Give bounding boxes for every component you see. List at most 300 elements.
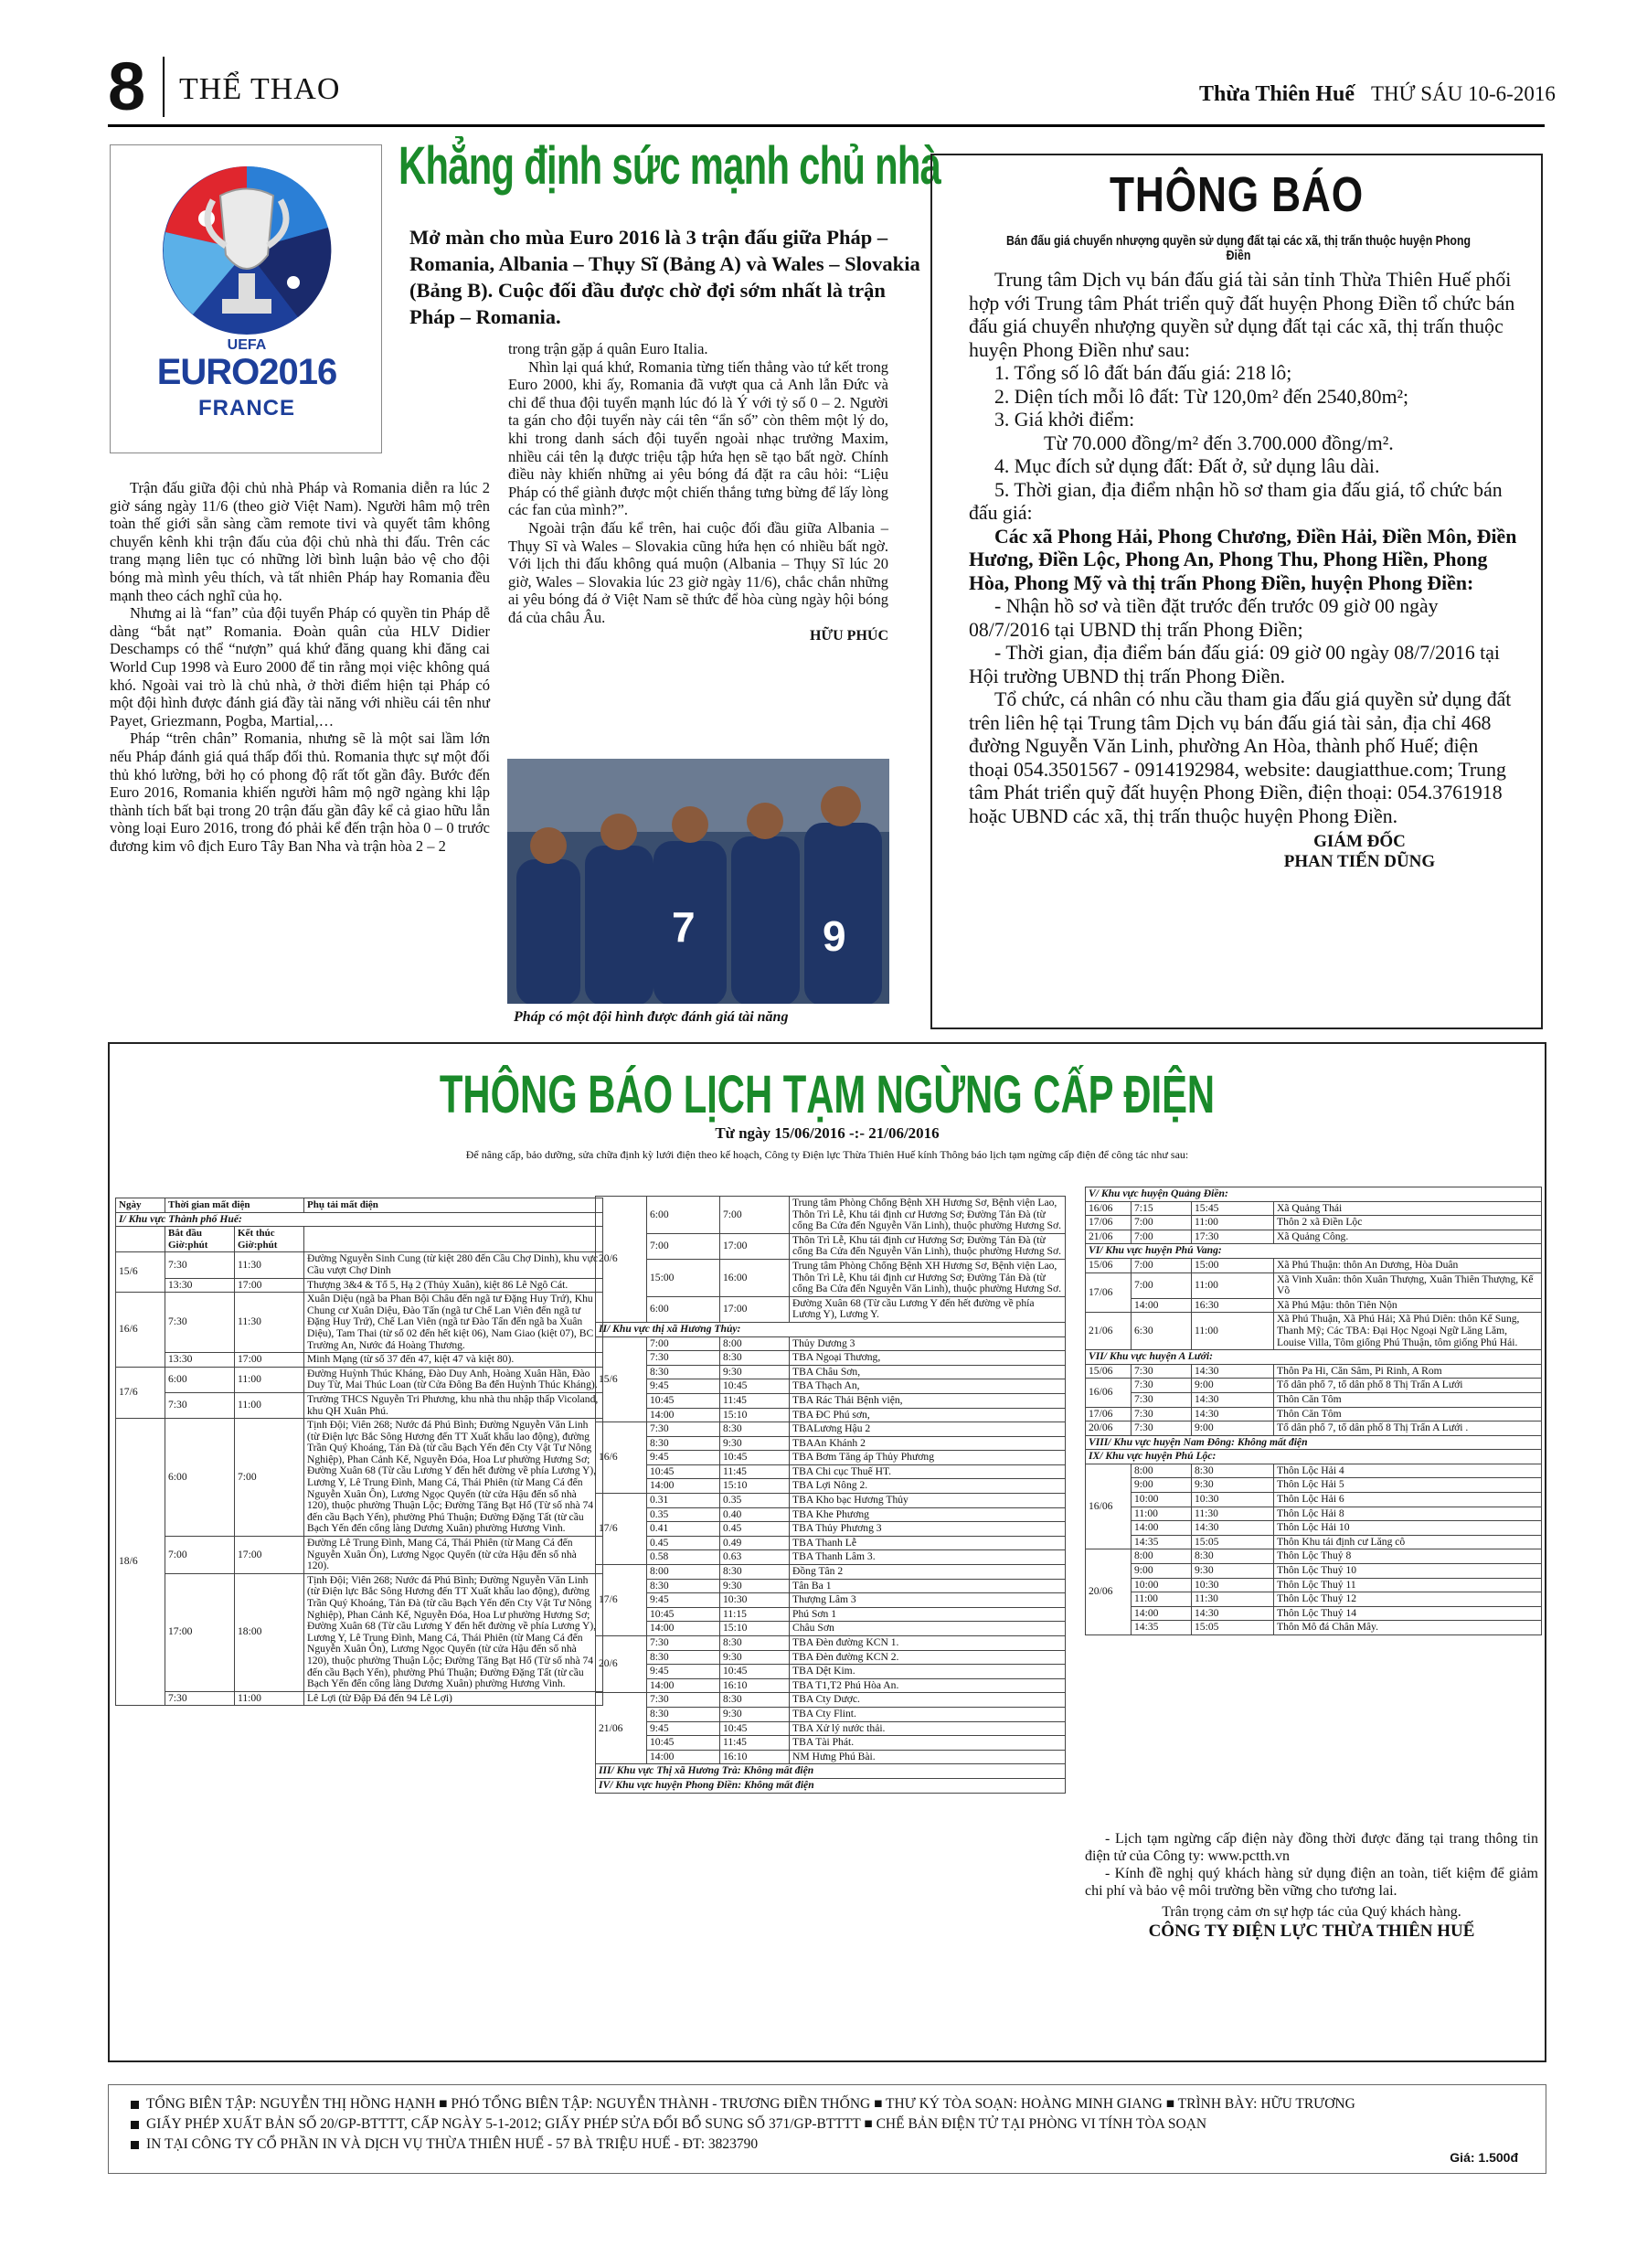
notice-item: 5. Thời gian, địa điểm nhận hồ sơ tham gia đấu giá, tổ chức bán đấu giá:: [969, 478, 1503, 524]
cell-start: 15:00: [647, 1259, 720, 1296]
cell-load: Xã Phú Thuận, Xã Phú Hải; Xã Phú Diên: thôn Kế Sung, Thanh Mỹ; Các TBA: Đại Học Ngoại Ngữ Lăng Lăm, Louise Villa, Tôm giống Phú Thuận, tôm giống Phú Hải.: [1274, 1313, 1542, 1350]
cell-end: 9:00: [1192, 1379, 1274, 1393]
cell-load: TBA Thủy Phương 3: [790, 1522, 1066, 1537]
cell-end: 10:45: [720, 1721, 790, 1736]
notice-item: - Thời gian, địa điểm bán đấu giá: 09 giờ 00 ngày 08/7/2016 tại Hội trường UBND thị trấn Phong Điền.: [969, 642, 1500, 687]
cell-end: 11:30: [235, 1293, 304, 1353]
cell-start: 9:45: [647, 1721, 720, 1736]
table-row: [596, 1522, 1066, 1537]
cell-load: TBA ĐC Phú sơn,: [790, 1408, 1066, 1422]
table-row: [596, 1750, 1066, 1764]
area-label: II/ Khu vực thị xã Hương Thủy:: [596, 1322, 1066, 1336]
cell-end: 10:45: [720, 1379, 790, 1394]
cell-start: 0.31: [647, 1494, 720, 1508]
header-load: Phụ tải mất điện: [304, 1198, 603, 1213]
notice-item: 4. Mục đích sử dụng đất: Đất ở, sử dụng lâu dài.: [994, 455, 1380, 477]
cell-day: 17/06: [1086, 1216, 1132, 1230]
table-row: [596, 1707, 1066, 1721]
table-row: [116, 1537, 603, 1574]
cell-load: Phú Sơn 1: [790, 1607, 1066, 1622]
table-row: [1086, 1478, 1542, 1493]
cell-end: 11:30: [1192, 1507, 1274, 1521]
cell-start: 7:00: [1132, 1258, 1192, 1272]
cell-start: 9:45: [647, 1593, 720, 1608]
table-row: [1086, 1392, 1542, 1407]
cell-load: TBA Lợi Nông 2.: [790, 1479, 1066, 1494]
cell-day: 15/6: [116, 1252, 165, 1293]
cell-load: TBA Kho bạc Hương Thủy: [790, 1494, 1066, 1508]
table-row: [116, 1278, 603, 1293]
cell-end: 9:30: [720, 1436, 790, 1451]
schedule-dates: Từ ngày 15/06/2016 -:- 21/06/2016: [715, 1124, 940, 1142]
section-title: THỂ THAO: [179, 72, 341, 106]
cell-day: 16/6: [596, 1422, 647, 1494]
cell-load: Thượng 3&4 & Tổ 5, Hạ 2 (Thủy Xuân), kiệt 86 Lê Ngô Cát.: [304, 1278, 603, 1293]
table-row: [116, 1252, 603, 1278]
cell-end: 16:00: [720, 1259, 790, 1296]
schedule-rows: [596, 1197, 1066, 1323]
table-row: [1086, 1230, 1542, 1244]
cell-load: Tổ dân phố 7, tổ dân phố 8 Thị Trấn A Lưới: [1274, 1379, 1542, 1393]
cell-end: 9:30: [720, 1650, 790, 1665]
table-row: [1086, 1578, 1542, 1592]
notice-paragraph: Tổ chức, cá nhân có nhu cầu tham gia đấu giá quyền sử dụng đất trên liên hệ tại Trung tâm Dịch vụ bán đấu giá tài sản, địa chỉ 468 đường Nguyễn Văn Linh, phường An Hòa, thành phố Huế; điện thoại 054.3501567 - 0914192984, website: daugiatthue.com; Trung tâm Phát triển quỹ đất huyện Phong Điền, điện thoại: 054.3761918 hoặc UBND các xã, thị trấn thuộc huyện Phong Điền.: [969, 688, 1512, 827]
cell-start: 8:30: [647, 1707, 720, 1721]
cell-end: 0.63: [720, 1550, 790, 1565]
schedule-rows: [1086, 1258, 1542, 1349]
cell-end: 14:30: [1192, 1407, 1274, 1421]
cell-start: 10:00: [1132, 1578, 1192, 1592]
cell-day: 15/6: [596, 1336, 647, 1422]
table-row: [596, 1665, 1066, 1679]
cell-day: 17/6: [116, 1367, 165, 1418]
cell-load: Xã Vinh Xuân: thôn Xuân Thượng, Xuân Thiên Thượng, Kế Võ: [1274, 1272, 1542, 1298]
cell-start: 14:00: [1132, 1298, 1192, 1313]
schedule-table-hue: [115, 1198, 603, 1706]
euro-2016-logo: [110, 144, 382, 453]
cell-start: 9:45: [647, 1665, 720, 1679]
area-label: VI/ Khu vực huyện Phú Vang:: [1086, 1244, 1542, 1259]
table-row: [116, 1353, 603, 1368]
cell-end: 11:30: [235, 1252, 304, 1278]
schedule-note: - Kính đề nghị quý khách hàng sử dụng điện an toàn, tiết kiệm để giảm chi phí và bảo vệ môi trường bền vững cho tương lai.: [1085, 1866, 1538, 1899]
cell-end: 10:30: [1192, 1578, 1274, 1592]
cell-load: TBA Tài Phát.: [790, 1736, 1066, 1751]
area-label: IX/ Khu vực huyện Phú Lộc:: [1086, 1450, 1542, 1464]
cell-load: Thôn Lộc Hải 8: [1274, 1507, 1542, 1521]
cell-load: TBA Chi cục Thuế HT.: [790, 1464, 1066, 1479]
cell-end: 17:00: [235, 1278, 304, 1293]
cell-start: 14:00: [647, 1408, 720, 1422]
photo-caption: Pháp có một đội hình được đánh giá tài năng: [514, 1009, 789, 1025]
cell-load: Thủy Dương 3: [790, 1336, 1066, 1351]
cell-load: TBA Dệt Kim.: [790, 1665, 1066, 1679]
svg-text:9: 9: [823, 912, 846, 960]
area-label: VIII/ Khu vực huyện Nam Đông: Không mất điện: [1086, 1435, 1542, 1450]
cell-start: 10:00: [1132, 1493, 1192, 1507]
cell-load: Đồng Tân 2: [790, 1565, 1066, 1580]
table-row: [596, 1622, 1066, 1636]
table-row: [596, 1436, 1066, 1451]
price: Giá: 1.500đ: [1450, 2150, 1518, 2165]
article-column-2: [508, 340, 888, 644]
cell-load: TBA Rác Thải Bệnh viện,: [790, 1393, 1066, 1408]
cell-load: TBA Thanh Lâm 3.: [790, 1550, 1066, 1565]
cell-start: 11:00: [1132, 1592, 1192, 1607]
cell-start: 10:45: [647, 1464, 720, 1479]
article-paragraph: trong trận gặp á quân Euro Italia.: [508, 340, 708, 357]
table-row: [596, 1408, 1066, 1422]
table-row: [1086, 1606, 1542, 1621]
cell-start: 7:30: [165, 1691, 235, 1706]
cell-end: 9:30: [1192, 1564, 1274, 1579]
table-row: [1086, 1621, 1542, 1635]
cell-end: 17:00: [720, 1296, 790, 1322]
cell-start: 8:30: [647, 1436, 720, 1451]
footer-license: GIẤY PHÉP XUẤT BẢN SỐ 20/GP-BTTTT, CẤP NGÀY 5-1-2012; GIẤY PHÉP SỬA ĐỔI BỔ SUNG SỐ 371/GP-BTTTT ■ CHẾ BẢN ĐIỆN TỬ TẠI PHÒNG VI TÍNH TÒA SOẠN: [146, 2116, 1207, 2132]
cell-load: Thôn Lộc Hải 6: [1274, 1493, 1542, 1507]
cell-start: 7:30: [647, 1351, 720, 1366]
cell-load: TBA Cty Flint.: [790, 1707, 1066, 1721]
table-row: [596, 1736, 1066, 1751]
cell-day: 17/06: [1086, 1407, 1132, 1421]
cell-start: 7:30: [1132, 1364, 1192, 1379]
bullet-square-icon: [131, 2121, 139, 2129]
cell-day: 18/6: [116, 1419, 165, 1706]
cell-start: 0.41: [647, 1522, 720, 1537]
article-paragraph: Pháp “trên chân” Romania, nhưng sẽ là một sai lầm lớn nếu Pháp đánh giá quá thấp đối thủ. Romania thực sự một đối thủ khó lường, bởi họ có phong độ rất tốt gần đây. Bước đến Euro 2016, Romania khiến người hâm mộ ngỡ ngàng khi lập thành tích bất bại trong 20 trận đấu gần đây kể cả giao hữu lẫn vòng loại Euro 2016, trong đó phải kể đến trận hòa 0 – 0 trước đương kim vô địch Euro Tây Ban Nha và trận hòa 2 – 2: [110, 729, 490, 855]
cell-load: Thôn Lộc Thuỷ 12: [1274, 1592, 1542, 1607]
cell-start: 14:00: [647, 1622, 720, 1636]
cell-start: 9:00: [1132, 1478, 1192, 1493]
cell-start: 11:00: [1132, 1507, 1192, 1521]
cell-start: 8:30: [647, 1650, 720, 1665]
cell-end: 10:30: [1192, 1493, 1274, 1507]
table-row: [596, 1693, 1066, 1708]
header-time: Thời gian mất điện: [165, 1198, 304, 1213]
cell-load: TBA Xử lý nước thải.: [790, 1721, 1066, 1736]
schedule-rows: [1086, 1464, 1542, 1634]
cell-start: 14:00: [1132, 1521, 1192, 1536]
schedule-rows: [596, 1336, 1066, 1764]
cell-end: 10:45: [720, 1665, 790, 1679]
cell-load: Thôn Khu tái định cư Lăng cô: [1274, 1535, 1542, 1549]
cell-start: 0.58: [647, 1550, 720, 1565]
cell-load: Đường Huỳnh Thúc Kháng, Đào Duy Anh, Hoàng Xuân Hãn, Đào Duy Từ, Mai Thúc Loan (từ Cửa Đông Ba đến Huỳnh Thúc Kháng).: [304, 1367, 603, 1392]
cell-end: 15:45: [1192, 1201, 1274, 1216]
cell-end: 0.45: [720, 1522, 790, 1537]
cell-load: Xuân Diệu (ngã ba Phan Bội Châu đến ngã tư Đặng Huy Trứ), Khu Chung cư Xuân Diệu, Đào Tấn (ngã tư Chế Lan Viên đến ngã tư Đặng Huy Trứ), Chế Lan Viên (ngã tư Đào Tấn đến ngã ba Xuân Diệu), Tam Thai (từ số 02 đến hết kiệt 06), Nam Giao (kiệt 07), BC Trường An, Nước đá Hoàng Thương.: [304, 1293, 603, 1353]
cell-load: Châu Sơn: [790, 1622, 1066, 1636]
cell-end: 16:30: [1192, 1298, 1274, 1313]
cell-end: 16:10: [720, 1750, 790, 1764]
cell-day: 17/6: [596, 1565, 647, 1636]
cell-day: 20/6: [596, 1636, 647, 1693]
cell-load: Minh Mạng (từ số 37 đến 47, kiệt 47 và kiệt 80).: [304, 1353, 603, 1368]
issue-date: THỨ SÁU 10-6-2016: [1371, 82, 1556, 105]
cell-start: 10:45: [647, 1393, 720, 1408]
notice-title: THÔNG BÁO: [1110, 167, 1364, 222]
schedule-rows: [1086, 1364, 1542, 1435]
cell-start: 13:30: [165, 1353, 235, 1368]
cell-start: 6:00: [647, 1197, 720, 1234]
area-label: IV/ Khu vực huyện Phong Điền: Không mất điện: [596, 1778, 1066, 1793]
cell-end: 15:00: [1192, 1258, 1274, 1272]
cell-start: 7:00: [1132, 1272, 1192, 1298]
cell-load: NM Hưng Phú Bài.: [790, 1750, 1066, 1764]
cell-end: 11:30: [1192, 1592, 1274, 1607]
cell-day: 20/06: [1086, 1421, 1132, 1436]
cell-load: Thôn Mô đá Chân Mây.: [1274, 1621, 1542, 1635]
table-row: [1086, 1549, 1542, 1564]
cell-load: Thôn Lộc Hải 5: [1274, 1478, 1542, 1493]
power-outage-schedule: [108, 1042, 1546, 2062]
cell-load: TBA Ngoại Thương,: [790, 1351, 1066, 1366]
cell-load: Lê Lợi (từ Đập Đá đến 94 Lê Lợi): [304, 1691, 603, 1706]
cell-load: TBA T1,T2 Phú Hòa An.: [790, 1678, 1066, 1693]
cell-day: 21/06: [596, 1693, 647, 1764]
masthead-footer: [108, 2084, 1546, 2174]
cell-start: 7:30: [647, 1422, 720, 1437]
table-row: [596, 1636, 1066, 1651]
table-row: [596, 1464, 1066, 1479]
cell-end: 11:00: [235, 1691, 304, 1706]
svg-text:7: 7: [672, 903, 696, 951]
cell-start: 0.35: [647, 1507, 720, 1522]
table-row: [596, 1422, 1066, 1437]
cell-load: Trung tâm Phòng Chống Bệnh XH Hương Sơ, Bệnh viện Lao, Thôn Trì Lễ, Khu tái định cư Hương Sơ; Đường Tản Đà (từ cổng Ba Cửa đến Nguyễn Văn Linh), thuộc phường Hương Sơ.: [790, 1197, 1066, 1234]
table-row: [596, 1565, 1066, 1580]
table-row: [116, 1573, 603, 1691]
cell-load: Thôn Lộc Thuỷ 8: [1274, 1549, 1542, 1564]
article-paragraph: Nhưng ai là “fan” của đội tuyển Pháp có quyền tin Pháp dễ dàng “bắt nạt” Romania. Đoàn quân của HLV Didier Deschamps có thể “nượn” quá khứ đăng quang khi đăng cai World Cup 1998 và Euro 2000 để tin rằng mọi việc không quá khó. Ngoài vai trò là chủ nhà, ở thời điểm hiện tại Pháp có một đội hình được đánh giá đầy tài năng với nhiều cái tên như Payet, Griezmann, Pogba, Martial,…: [110, 604, 490, 729]
cell-day: 16/06: [1086, 1379, 1132, 1407]
table-row: [1086, 1493, 1542, 1507]
cell-end: 8:30: [720, 1693, 790, 1708]
cell-day: 20/6: [596, 1197, 647, 1323]
table-row: [596, 1233, 1066, 1259]
table-row: [596, 1351, 1066, 1366]
cell-load: TBA Đèn đường KCN 2.: [790, 1650, 1066, 1665]
cell-load: TBA Bơm Tăng áp Thủy Phương: [790, 1451, 1066, 1465]
table-row: [596, 1365, 1066, 1379]
cell-start: 7:00: [1132, 1230, 1192, 1244]
header-start: Bắt đầu Giờ:phút: [165, 1227, 235, 1252]
schedule-rows: [116, 1252, 603, 1706]
cell-day: 17/06: [1086, 1272, 1132, 1313]
cell-load: Thôn Lộc Thuỷ 14: [1274, 1606, 1542, 1621]
schedule-notes: [1085, 1830, 1538, 1940]
cell-end: 14:30: [1192, 1606, 1274, 1621]
cell-day: 15/06: [1086, 1364, 1132, 1379]
cell-end: 17:00: [720, 1233, 790, 1259]
schedule-note: - Lịch tạm ngừng cấp điện này đồng thời được đăng tại trang thông tin điện tử của Công ty: www.pctth.vn: [1085, 1831, 1538, 1864]
cell-end: 11:00: [235, 1367, 304, 1392]
notice-item: 1. Tổng số lô đất bán đấu giá: 218 lô;: [994, 362, 1292, 384]
table-row: [596, 1296, 1066, 1322]
header-day: Ngày: [116, 1198, 165, 1213]
cell-load: TBA Cty Dược.: [790, 1693, 1066, 1708]
area-label: VII/ Khu vực huyện A Lưới:: [1086, 1350, 1542, 1365]
cell-end: 11:15: [720, 1607, 790, 1622]
table-row: [596, 1451, 1066, 1465]
article-headline: Khẳng định sức mạnh chủ nhà: [398, 136, 941, 196]
cell-day: 21/06: [1086, 1230, 1132, 1244]
table-row: [596, 1579, 1066, 1593]
cell-end: 17:00: [235, 1353, 304, 1368]
table-row: [596, 1336, 1066, 1351]
cell-end: 11:00: [1192, 1272, 1274, 1298]
cell-load: Tịnh Đội; Viên 268; Nước đá Phú Bình; Đường Nguyễn Văn Linh (từ Điện lực Bắc Sông Hương đến TT Xuất khẩu lao động), đường Trần Quý Khoáng, Tản Đà (từ cầu Bạch Yến đến Cty Vật Tư Nông Nghiệp), Phan Cảnh Kế, Nguyễn Đóa, Hoa Lư phường Hương Sơ; Đường Xuân 68 (Từ cầu Lương Y đến hết đường về phía Lương Y), Lương Y, Lê Trung Đình, Mang Cá, Thái Phiên (từ Mang Cá đến Nguyễn Xuân Ôn), Lương Ngọc Quyến (từ cửa Hậu đến số nhà 120), thuộc phường Thuận Lộc; Đường Tăng Bạt Hổ (Từ số nhà 74 đến cầu Bạch Yến), phường Phú Thuận; Đường Đặng Tất (từ cầu Bạch Yến đến cổng làng Dương Xuân) phường Hương Vinh.: [304, 1419, 603, 1537]
cell-start: 7:30: [1132, 1421, 1192, 1436]
cell-end: 14:30: [1192, 1392, 1274, 1407]
cell-end: 11:45: [720, 1736, 790, 1751]
cell-load: Thôn Căn Tôm: [1274, 1392, 1542, 1407]
bullet-square-icon: [131, 2101, 139, 2109]
cell-end: 9:00: [1192, 1421, 1274, 1436]
table-row: [116, 1392, 603, 1418]
cell-start: 8:00: [1132, 1549, 1192, 1564]
cell-end: 0.49: [720, 1536, 790, 1550]
cell-start: 8:30: [647, 1579, 720, 1593]
cell-end: 7:00: [235, 1419, 304, 1537]
cell-end: 15:05: [1192, 1621, 1274, 1635]
cell-load: Tổ dân phố 7, tổ dân phố 8 Thị Trấn A Lưới .: [1274, 1421, 1542, 1436]
cell-start: 6:00: [647, 1296, 720, 1322]
cell-load: Đường Xuân 68 (Từ cầu Lương Y đến hết đường về phía Lương Y), Lương Y.: [790, 1296, 1066, 1322]
cell-end: 0.40: [720, 1507, 790, 1522]
cell-end: 9:30: [720, 1365, 790, 1379]
cell-start: 7:15: [1132, 1201, 1192, 1216]
cell-start: 9:00: [1132, 1564, 1192, 1579]
table-row: [1086, 1298, 1542, 1313]
table-row: [1086, 1421, 1542, 1436]
notice-item: Từ 70.000 đồng/m² đến 3.700.000 đồng/m².: [1044, 431, 1394, 454]
table-row: [1086, 1507, 1542, 1521]
cell-end: 17:00: [235, 1537, 304, 1574]
article-lead: Mở màn cho mùa Euro 2016 là 3 trận đấu giữa Pháp – Romania, Albania – Thụy Sĩ (Bảng A) và Wales – Slovakia (Bảng B). Cuộc đối đầu được chờ đợi sớm nhất là trận Pháp – Romania.: [409, 226, 920, 328]
table-row: [1086, 1592, 1542, 1607]
cell-day: 16/06: [1086, 1201, 1132, 1216]
cell-load: Xã Quảng Công.: [1274, 1230, 1542, 1244]
table-row: [1086, 1521, 1542, 1536]
table-row: [1086, 1379, 1542, 1393]
table-row: [116, 1367, 603, 1392]
table-row: [596, 1650, 1066, 1665]
table-row: [116, 1691, 603, 1706]
cell-end: 8:30: [1192, 1549, 1274, 1564]
cell-end: 8:30: [720, 1565, 790, 1580]
cell-start: 9:45: [647, 1379, 720, 1394]
cell-start: 17:00: [165, 1573, 235, 1691]
notice-paragraph: Trung tâm Dịch vụ bán đấu giá tài sản tỉnh Thừa Thiên Huế phối hợp với Trung tâm Phát triển quỹ đất huyện Phong Điền tổ chức bán đấu giá chuyển nhượng quyền sử dụng đất tại các xã, thị trấn thuộc huyện Phong Điền như sau:: [969, 269, 1515, 361]
cell-day: 17/6: [596, 1494, 647, 1565]
table-row: [596, 1607, 1066, 1622]
cell-load: TBA Châu Sơn,: [790, 1365, 1066, 1379]
header-divider: [163, 57, 165, 117]
uefa-text: UEFA: [227, 337, 267, 353]
table-row: [1086, 1313, 1542, 1350]
cell-end: 11:00: [1192, 1313, 1274, 1350]
cell-day: 21/06: [1086, 1313, 1132, 1350]
signer-name: PHAN TIẾN DŨNG: [1283, 852, 1436, 871]
cell-start: 7:00: [165, 1537, 235, 1574]
area-label: III/ Khu vực Thị xã Hương Trà: Không mất điện: [596, 1764, 1066, 1779]
cell-start: 7:30: [165, 1252, 235, 1278]
table-row: [1086, 1364, 1542, 1379]
cell-load: TBALương Hậu 2: [790, 1422, 1066, 1437]
bullet-square-icon: [131, 2141, 139, 2149]
cell-start: 7:00: [647, 1233, 720, 1259]
cell-load: Xã Phú Mậu: thôn Tiên Nộn: [1274, 1298, 1542, 1313]
cell-end: 8:30: [720, 1351, 790, 1366]
cell-load: Thôn 2 xã Điền Lộc: [1274, 1216, 1542, 1230]
area-label: I/ Khu vực Thành phố Huế:: [116, 1212, 603, 1227]
cell-load: Thôn Lộc Thuỷ 11: [1274, 1578, 1542, 1592]
cell-day: 16/06: [1086, 1464, 1132, 1549]
company-name: CÔNG TY ĐIỆN LỰC THỪA THIÊN HUẾ: [1148, 1922, 1475, 1941]
schedule-rows: [1086, 1201, 1542, 1244]
cell-day: 20/06: [1086, 1549, 1132, 1635]
cell-day: 15/06: [1086, 1258, 1132, 1272]
signer-title: GIÁM ĐỐC: [1313, 832, 1406, 851]
cell-start: 6:30: [1132, 1313, 1192, 1350]
cell-load: Tịnh Đội; Viên 268; Nước đá Phú Bình; Đường Nguyễn Văn Linh (từ Điện lực Bắc Sông Hương đến TT Xuất khẩu lao động), đường Trần Quý Khoáng, Tản Đà (từ cầu Bạch Yến đến Cty Vật Tư Nông Nghiệp), Phan Cảnh Kế, Nguyễn Đóa, Hoa Lư phường Hương Sơ; Đường Xuân 68 (Từ cầu Lương Y đến hết đường về phía Lương Y), Lương Y, Lê Trung Đình, Mang Cá, Thái Phiên (từ Mang Cá đến Nguyễn Xuân Ôn), Lương Ngọc Quyến (từ cửa Hậu đến số nhà 120), thuộc phường Thuận Lộc; Đường Tăng Bạt Hổ (Từ số nhà 74 đến cầu Bạch Yến), phường Phú Thuận; Đường Đặng Tất (từ cầu Bạch Yến đến cổng làng Dương Xuân) phường Hương Vinh.: [304, 1573, 603, 1691]
table-row: [596, 1550, 1066, 1565]
cell-load: Đường Nguyễn Sinh Cung (từ kiệt 280 đến Cầu Chợ Dinh), khu vực Cầu vượt Chợ Dinh: [304, 1252, 603, 1278]
header-end: Kết thúc Giờ:phút: [235, 1227, 304, 1252]
cell-end: 18:00: [235, 1573, 304, 1691]
article-paragraph: Trận đấu giữa đội chủ nhà Pháp và Romania diễn ra lúc 2 giờ sáng ngày 11/6 (theo giờ Việt Nam). Người hâm mộ trên toàn thế giới sẵn sàng cầm remote tivi và quyết tâm không chuyển kênh khi trận đấu của đội chủ nhà thi đấu. Trên các trang mạng liên tục có những lời bình luận bảo vệ cho đội bóng mà mình yêu thích, và tất nhiên Pháp hay Romania đều mạnh theo cách nghĩ của họ.: [110, 479, 490, 604]
cell-end: 15:10: [720, 1622, 790, 1636]
cell-end: 11:45: [720, 1393, 790, 1408]
article-paragraph: Ngoài trận đấu kể trên, hai cuộc đối đầu giữa Albania – Thụy Sĩ và Wales – Slovakia cũng hứa hẹn có nhiều bất ngờ. Với lịch thi đấu không quá muộn (Albania – Thụy Sĩ lúc 20 giờ, Wales – Slovakia lúc 23 giờ ngày 11/6), chắc chắn những ai yêu bóng đá ở Việt Nam sẽ thức để hòa cùng ngày hội bóng đá của châu Âu.: [508, 518, 888, 626]
cell-load: TBA Thạch An,: [790, 1379, 1066, 1394]
table-row: [596, 1479, 1066, 1494]
team-photo: [507, 759, 889, 1004]
cell-start: 14:00: [647, 1750, 720, 1764]
cell-start: 10:45: [647, 1607, 720, 1622]
cell-load: Tân Ba 1: [790, 1579, 1066, 1593]
table-row: [596, 1593, 1066, 1608]
table-row: [1086, 1407, 1542, 1421]
cell-end: 10:30: [720, 1593, 790, 1608]
footer-printer: IN TẠI CÔNG TY CỔ PHẦN IN VÀ DỊCH VỤ THỪA THIÊN HUẾ - 57 BÀ TRIỆU HUẾ - ĐT: 3823790: [146, 2136, 759, 2152]
cell-start: 6:00: [165, 1419, 235, 1537]
cell-load: Thôn Pa Hi, Căn Sâm, Pi Rinh, A Rom: [1274, 1364, 1542, 1379]
table-row: [1086, 1564, 1542, 1579]
cell-start: 13:30: [165, 1278, 235, 1293]
cell-start: 14:00: [647, 1479, 720, 1494]
newspaper-name: Thừa Thiên Huế: [1199, 82, 1355, 106]
cell-load: TBA Khe Phương: [790, 1507, 1066, 1522]
notice-item: - Nhận hồ sơ và tiền đặt trước đến trước 09 giờ 00 ngày 08/7/2016 tại UBND thị trấn Phong Điền;: [969, 595, 1439, 641]
table-row: [116, 1419, 603, 1537]
cell-load: Xã Quảng Thái: [1274, 1201, 1542, 1216]
cell-start: 9:45: [647, 1451, 720, 1465]
cell-end: 9:30: [720, 1707, 790, 1721]
notice-item: 3. Giá khởi điểm:: [994, 409, 1135, 431]
cell-start: 14:00: [1132, 1606, 1192, 1621]
cell-end: 11:00: [1192, 1216, 1274, 1230]
table-row: [596, 1494, 1066, 1508]
cell-start: 14:00: [647, 1678, 720, 1693]
cell-start: 14:35: [1132, 1621, 1192, 1635]
cell-start: 7:00: [647, 1336, 720, 1351]
cell-start: 6:00: [165, 1367, 235, 1392]
table-row: [116, 1293, 603, 1353]
cell-end: 17:30: [1192, 1230, 1274, 1244]
